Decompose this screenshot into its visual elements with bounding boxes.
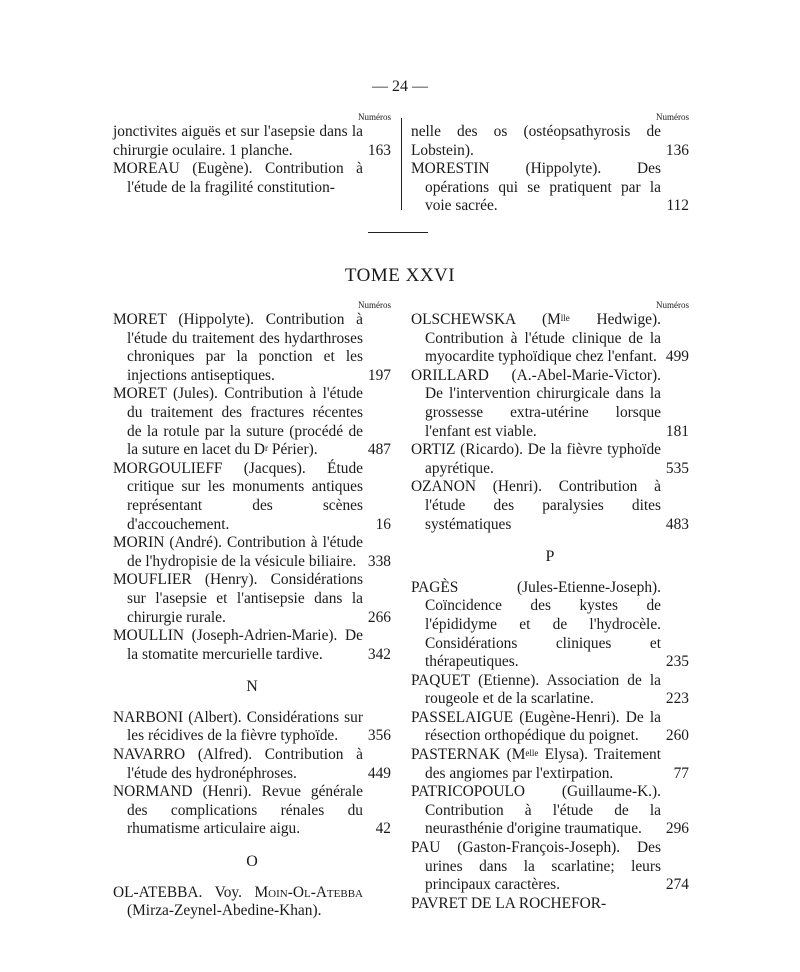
index-entry	[411, 839, 689, 895]
index-entry	[411, 709, 689, 746]
entry-text: ORTIZ (Ricardo). De la fièvre typhoïde apyrétique.	[411, 441, 661, 477]
index-entry	[113, 783, 391, 839]
index-entry	[411, 783, 689, 839]
entry-superscript: r	[265, 443, 269, 454]
entry-text: NAVARRO (Alfred). Contribution à l'étude des hydronéphroses.	[113, 746, 363, 782]
column-header: Numéros	[358, 300, 391, 310]
entry-number: 197	[367, 366, 391, 384]
column-header: Numéros	[656, 112, 689, 122]
entry-text: OLSCHEWSKA (M	[411, 311, 561, 328]
entry-text: PAQUET (Etienne). Association de la rougeole et de la scarlatine.	[411, 671, 661, 708]
entry-number: 260	[665, 727, 689, 745]
index-entry	[113, 534, 391, 571]
entry-crossref: Moin-Ol-Atebba	[254, 883, 363, 901]
entry-text: MORGOULIEFF (Jacques). Étude critique sur les monuments antiques représentant des scènes d'accouchement.	[113, 459, 363, 533]
index-entry	[113, 385, 391, 459]
entry-text-cont: Elysa). Traitement des angiomes par l'extirpation.	[425, 746, 661, 782]
entry-text: PASSELAIGUE (Eugène-Henri). De la résection orthopédique du poignet.	[411, 708, 661, 745]
entry-number: 112	[666, 197, 689, 215]
entry-number: 296	[665, 820, 689, 838]
index-entry	[113, 627, 391, 664]
entry-text: NORMAND (Henri). Revue générale des complications rénales du rhumatisme articulaire aigu.	[113, 783, 363, 838]
top-left-column	[113, 112, 391, 197]
entry-number: 77	[673, 764, 689, 782]
entry-number: 136	[665, 141, 689, 159]
entry-superscript: elle	[525, 748, 539, 759]
entry-text: nelle des os (ostéopsathyrosis de Lobstein).	[411, 123, 661, 159]
column-header: Numéros	[358, 112, 391, 122]
entry-text: MORET (Hippolyte). Contribution à l'étude du traitement des hydarthroses chroniques par la ponction et les injections antiseptiques.	[113, 311, 363, 384]
entry-number: 535	[665, 459, 689, 477]
entry-text: MOUFLIER (Henry). Considérations sur l'asepsie et l'antisepsie dans la chirurgie rurale.	[113, 571, 363, 626]
entry-number: 16	[375, 515, 391, 533]
section-divider	[368, 232, 428, 233]
entry-text: MOULLIN (Joseph-Adrien-Marie). De la stomatite mercurielle tardive.	[113, 627, 363, 663]
index-entry	[113, 123, 391, 160]
index-entry	[113, 160, 391, 197]
entry-number: 499	[665, 348, 689, 366]
entry-number: 342	[367, 645, 391, 663]
entry-text: NARBONI (Albert). Considérations sur les récidives de la fièvre typhoïde.	[113, 708, 363, 745]
entry-text: PASTERNAK (M	[411, 746, 526, 764]
entry-number: 338	[367, 552, 391, 570]
page-number: — 24 —	[372, 78, 428, 95]
entry-number: 487	[367, 441, 391, 459]
index-entry	[411, 367, 689, 441]
column-divider	[401, 118, 402, 210]
column-header: Numéros	[656, 300, 689, 310]
entry-text: PATRICOPOULO (Guillaume-K.). Contribution à l'étude de la neurasthénie d'origine traumatique.	[411, 783, 661, 838]
index-entry	[411, 478, 689, 534]
entry-text: PAVRET DE LA ROCHEFOR-	[411, 894, 607, 912]
entry-number: 483	[665, 515, 689, 533]
entry-number: 223	[665, 690, 689, 708]
index-entry	[411, 123, 689, 160]
entry-number: 181	[665, 422, 689, 440]
entry-text-cont: Périer).	[268, 441, 318, 459]
entry-text: jonctivites aiguës et sur l'asepsie dans la chirurgie oculaire. 1 planche.	[113, 123, 363, 159]
index-entry	[113, 571, 391, 627]
entry-number: 449	[367, 764, 391, 782]
entry-number: 356	[367, 727, 391, 745]
entry-number: 274	[665, 876, 689, 894]
entry-text: PAU (Gaston-François-Joseph). Des urines dans la scarlatine; leurs principaux caractères.	[411, 839, 661, 894]
entry-text: PAGÈS (Jules-Etienne-Joseph). Coïncidence des kystes de l'épididyme et de l'hydrocèle. Considérations cliniques et thérapeutiques.	[411, 578, 661, 671]
section-letter: O	[246, 853, 258, 871]
index-entry	[113, 460, 391, 534]
section-letter: N	[246, 678, 258, 696]
right-column	[411, 300, 689, 913]
index-entry	[411, 895, 689, 914]
index-entry	[411, 672, 689, 709]
entry-number: 163	[367, 141, 391, 159]
entry-text: MORESTIN (Hippolyte). Des opérations qui se pratiquent par la voie sacrée.	[411, 160, 661, 215]
index-entry	[411, 441, 689, 478]
left-column	[113, 300, 391, 921]
entry-text: MORIN (André). Contribution à l'étude de l'hydropisie de la vésicule biliaire.	[113, 534, 363, 570]
index-entry	[113, 884, 391, 921]
entry-superscript: lle	[560, 313, 570, 323]
entry-text-cont: Hedwige). Contribution à l'étude clinique de la myocardite typhoïdique chez l'enfant.	[425, 311, 661, 366]
entry-number: 235	[665, 653, 689, 671]
entry-number: 42	[375, 820, 391, 838]
entry-text: OZANON (Henri). Contribution à l'étude des paralysies dites systématiques	[411, 478, 661, 533]
index-entry	[411, 579, 689, 672]
entry-text: MOREAU (Eugène). Contribution à l'étude de la fragilité constitution-	[113, 160, 363, 196]
entry-text: MORET (Jules). Contribution à l'étude du traitement des fractures récentes de la rotule par la suture (procédé de la suture en lacet du D	[113, 385, 363, 459]
index-entry	[113, 311, 391, 385]
index-entry	[113, 709, 391, 746]
section-letter: P	[545, 548, 555, 566]
index-entry	[411, 311, 689, 367]
tome-title: TOME XXVI	[344, 265, 456, 286]
top-right-column	[411, 112, 689, 216]
entry-text: OL-ATEBBA. Voy.	[113, 883, 255, 901]
entry-number: 266	[367, 608, 391, 626]
entry-text: ORILLARD (A.-Abel-Marie-Victor). De l'intervention chirurgicale dans la grossesse extra-utérine lorsque l'enfant est viable.	[411, 366, 661, 440]
index-entry	[411, 160, 689, 216]
entry-text-cont: (Mirza-Zeynel-Abedine-Khan).	[127, 902, 322, 920]
index-entry	[411, 746, 689, 783]
index-entry	[113, 746, 391, 783]
